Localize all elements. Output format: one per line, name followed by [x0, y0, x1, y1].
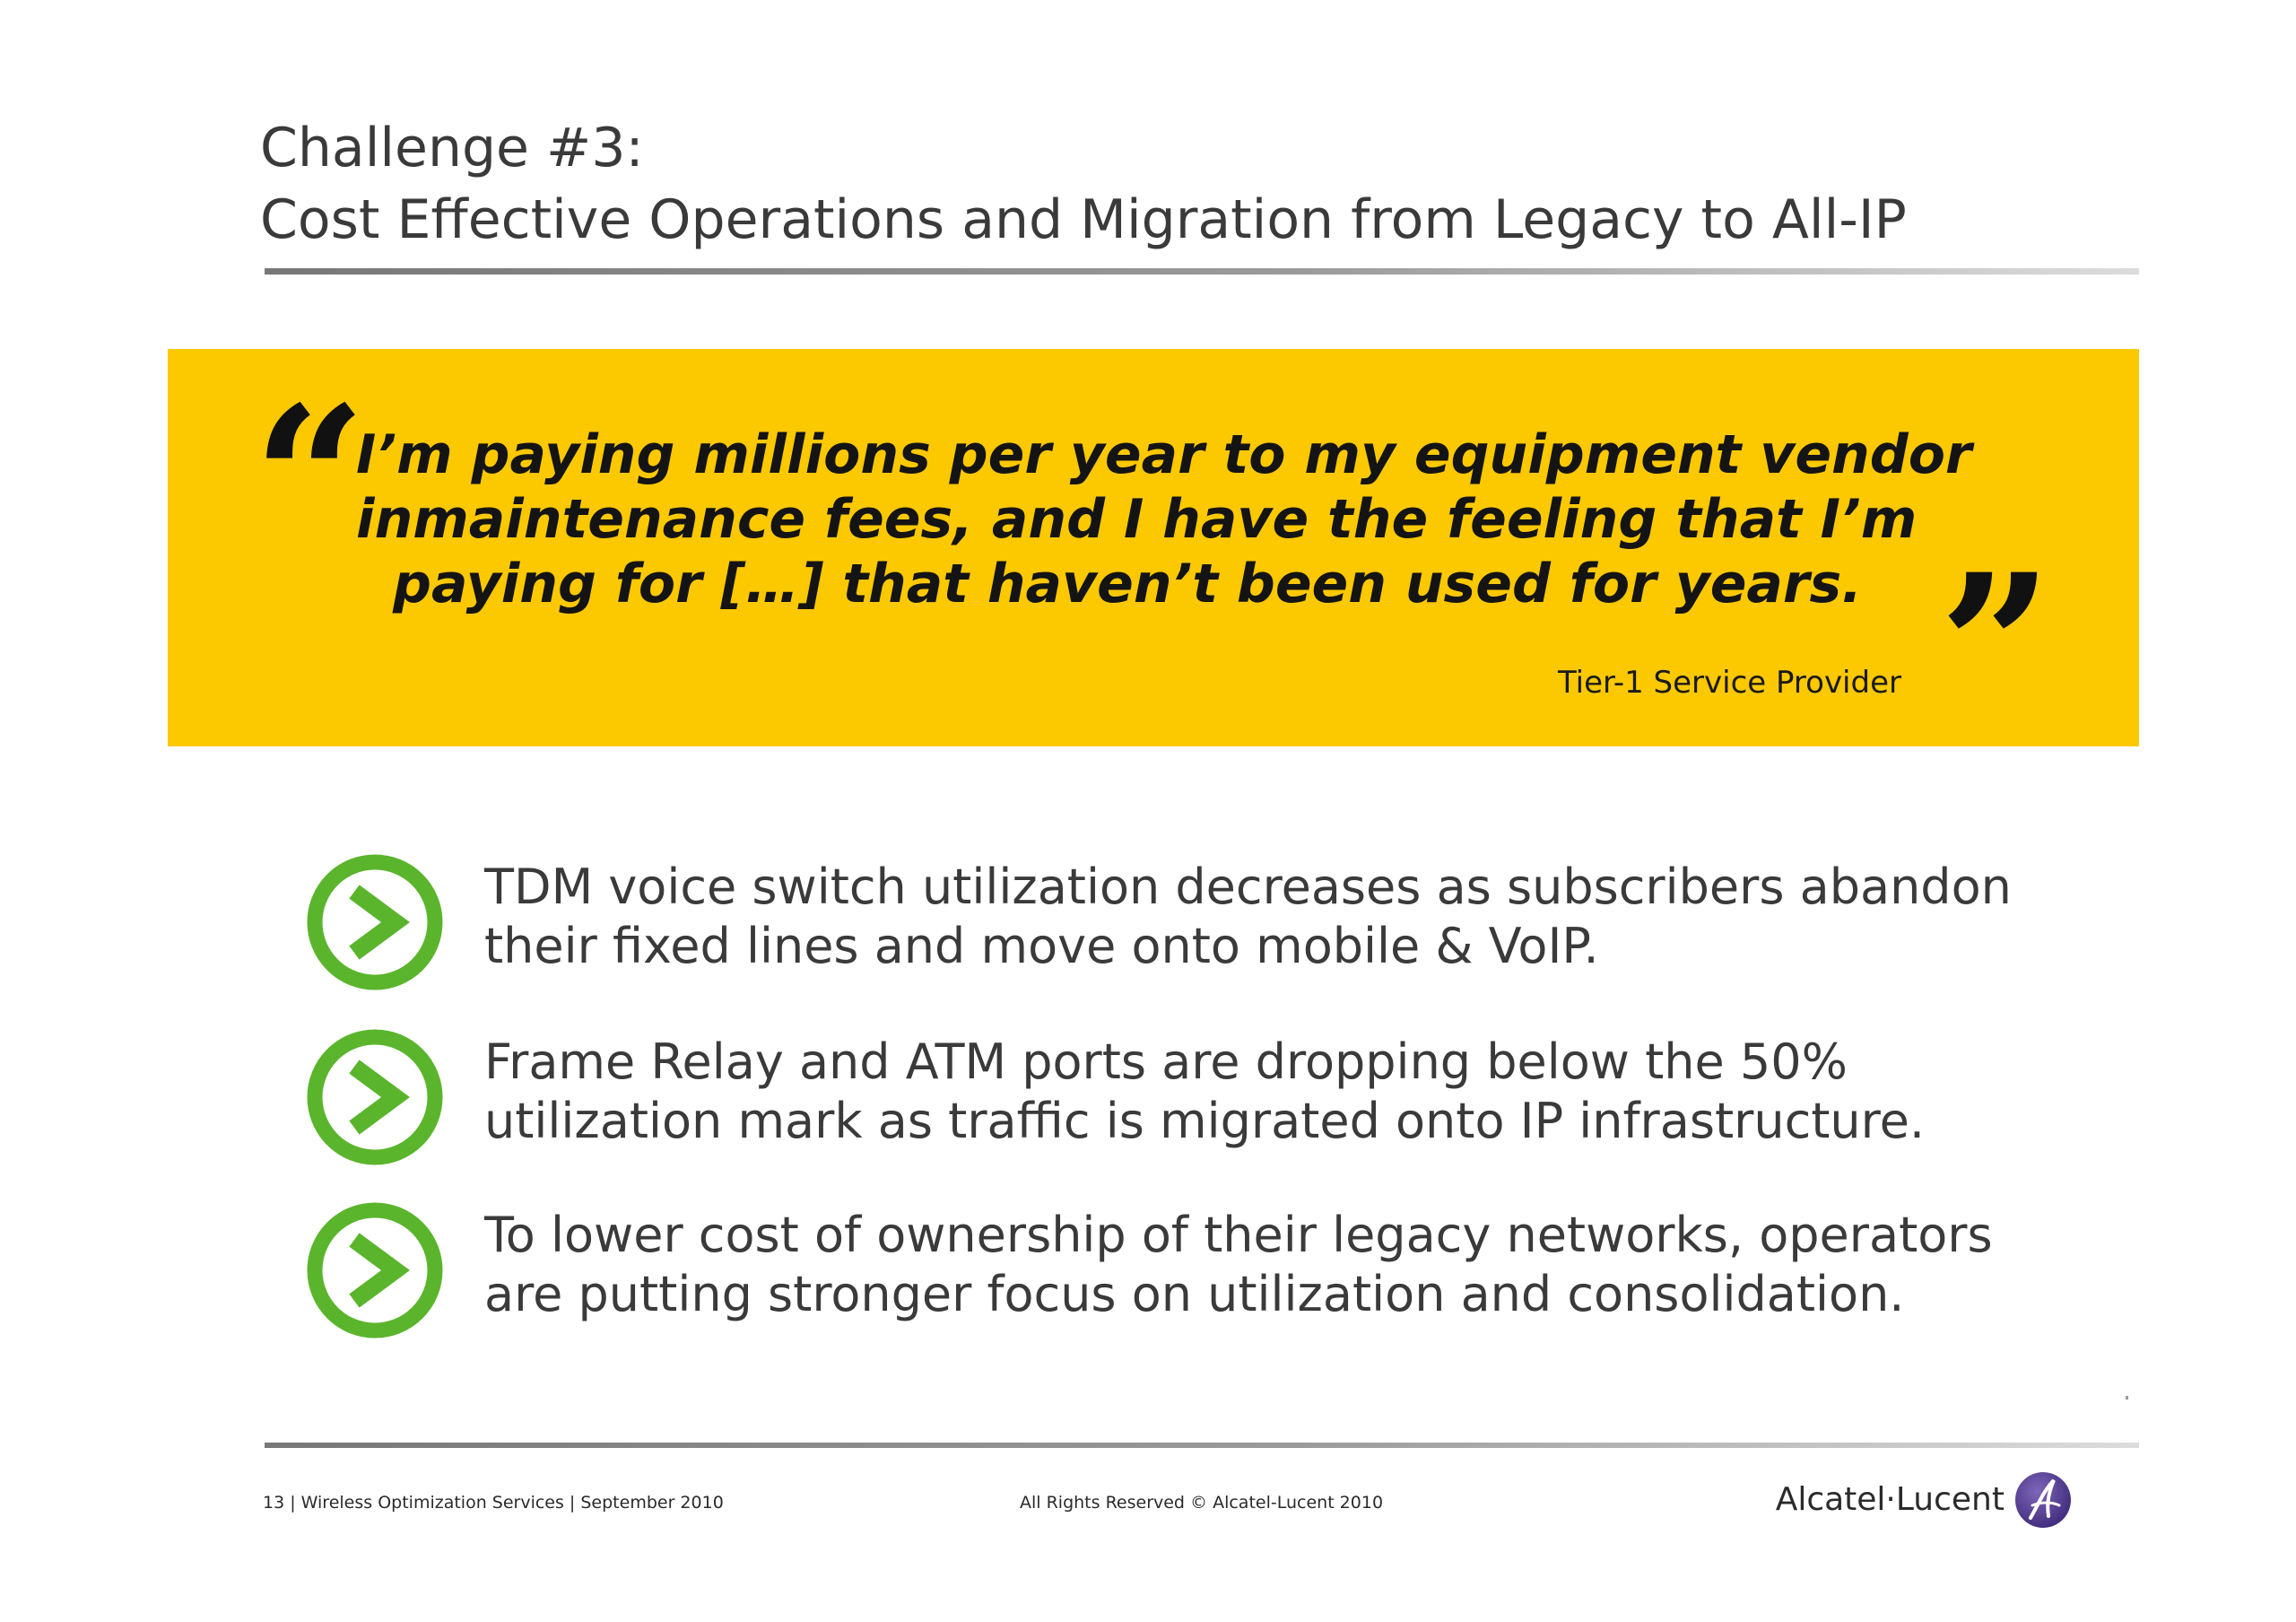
- quote-line: I’m paying millions per year to my equipment vendor: [356, 423, 1972, 486]
- bullet-text-line: utilization mark as traffic is migrated onto IP infrastructure.: [484, 1093, 1926, 1149]
- open-quote-icon: “: [253, 362, 367, 595]
- alcatel-lucent-logo-icon: [2013, 1469, 2074, 1530]
- bullet-text: [484, 1206, 2081, 1324]
- arrow-circle-icon: [305, 1200, 445, 1340]
- quote-text: [356, 423, 1972, 616]
- arrow-circle-icon: [305, 1027, 445, 1167]
- quote-attribution: Tier-1 Service Provider: [1557, 665, 1901, 701]
- close-quote-icon: ”: [1939, 530, 2053, 763]
- bullet-text-line: Frame Relay and ATM ports are dropping below the 50%: [484, 1033, 1848, 1090]
- bullet-text-line: are putting stronger focus on utilization and consolidation.: [484, 1266, 1905, 1322]
- footer-divider: [265, 1443, 2139, 1448]
- slide-title-line-2: Cost Effective Operations and Migration from Legacy to All-IP: [260, 188, 1907, 251]
- bullet-text-line: TDM voice switch utilization decreases as subscribers abandon: [484, 859, 2012, 915]
- slide-title-line-1: Challenge #3:: [260, 117, 644, 179]
- bullet-item: [305, 852, 2081, 996]
- bullet-text-line: their fixed lines and move onto mobile & VoIP.: [484, 918, 1599, 974]
- bullet-item: [305, 1027, 2081, 1171]
- bullet-text: [484, 858, 2081, 976]
- bullet-item: [305, 1200, 2081, 1344]
- quote-line: paying for […] that haven’t been used for years.: [393, 553, 1862, 615]
- arrow-circle-icon: [305, 852, 445, 992]
- quote-line: inmaintenance fees, and I have the feeling that I’m: [356, 488, 1918, 551]
- bullet-text-line: To lower cost of ownership of their legacy networks, operators: [484, 1207, 1993, 1263]
- footer-copyright: All Rights Reserved © Alcatel-Lucent 2010: [1020, 1493, 1384, 1513]
- brand-logo: [1775, 1464, 2090, 1536]
- title-divider: [265, 268, 2139, 275]
- slide-title: [260, 112, 2144, 256]
- footer-page-info: 13 | Wireless Optimization Services | September 2010: [263, 1493, 724, 1513]
- quote-box: [168, 349, 2139, 763]
- bullet-text: [484, 1033, 2081, 1151]
- brand-name: Alcatel·Lucent: [1775, 1481, 2005, 1518]
- corner-mark: [2126, 1396, 2128, 1400]
